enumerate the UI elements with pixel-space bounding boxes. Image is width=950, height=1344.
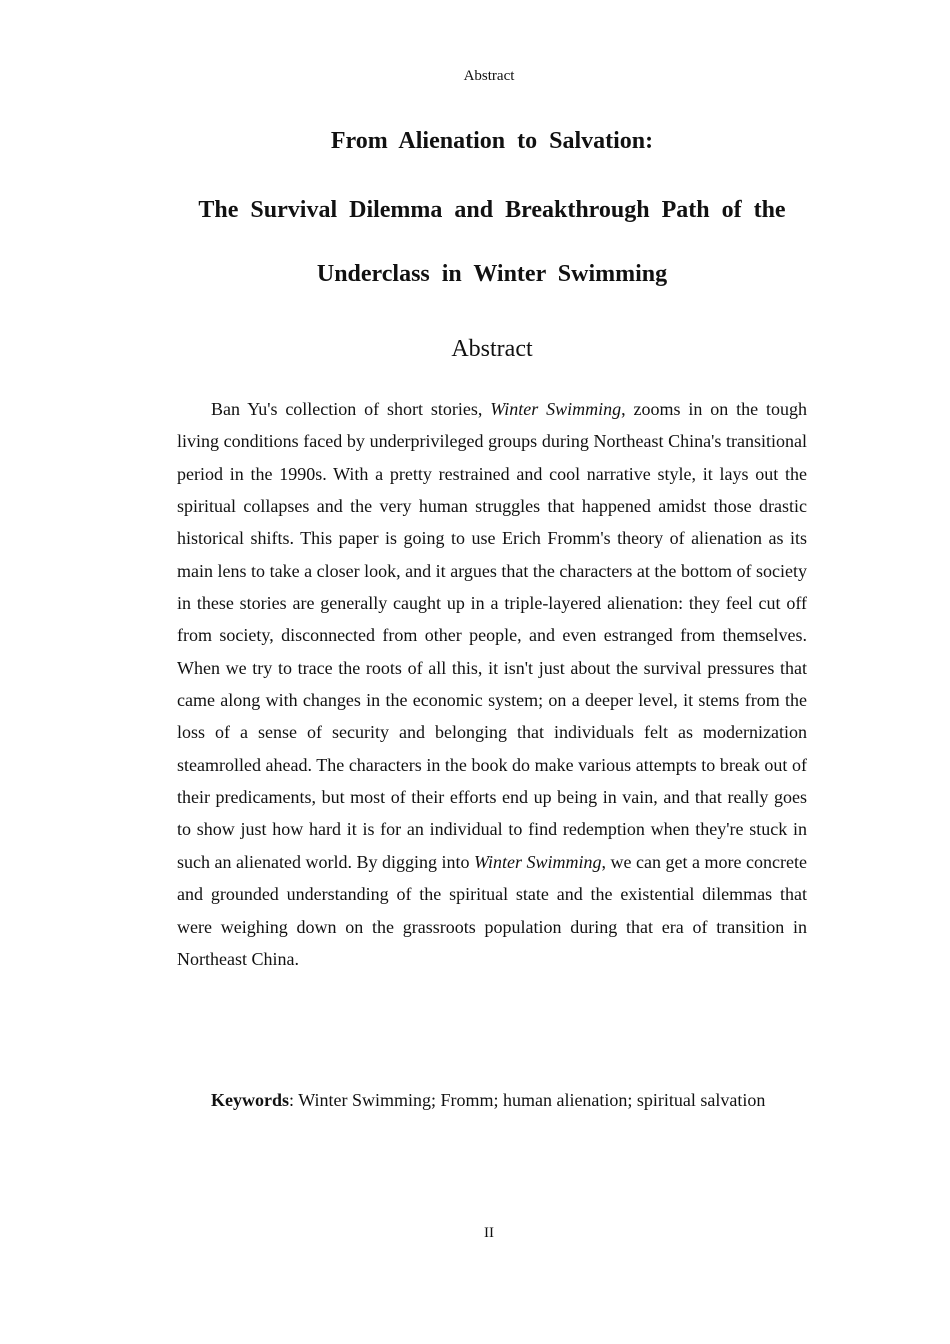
title-line-3: Underclass in Winter Swimming	[316, 261, 668, 287]
book-title: Winter Swimming	[490, 399, 622, 419]
abstract-paragraph	[177, 393, 807, 975]
title-block	[177, 122, 807, 288]
keywords-list: Winter Swimming; Fromm; human alienation; spiritual salvation	[298, 1090, 766, 1110]
abstract-heading: Abstract	[451, 336, 533, 362]
page-number: II	[484, 1225, 494, 1241]
keywords-separator: :	[289, 1090, 299, 1110]
abstract-text-part-2: , zooms in on the tough living conditions faced by underprivileged groups during Northeast China's transitional period in the 1990s. With a pretty restrained and cool narrative style, it lays out the spiritual collapses and the very human struggles that happened amidst those drastic historical shifts. This paper is going to use Erich Fromm's theory of alienation as its main lens to take a closer look, and it argues that the characters at the bottom of society in these stories are generally caught up in a triple-layered alienation: they feel cut off from society, disconnected from other people, and even estranged from themselves. When we try to trace the roots of all this, it isn't just about the survival pressures that came along with changes in the economic system; on a deeper level, it stems from the loss of a sense of security and belonging that individuals felt as modernization steamrolled ahead. The characters in the book do make various attempts to break out of their predicaments, but most of their efforts end up being in vain, and that really goes to show just how hard it is for an individual to find redemption when they're stuck in such an alienated world. By digging into	[177, 399, 807, 872]
title-line-1: From Alienation to Salvation:	[330, 128, 654, 154]
abstract-text-part-1: Ban Yu's collection of short stories,	[211, 399, 491, 419]
title-line-2: The Survival Dilemma and Breakthrough Path of the	[198, 197, 786, 223]
abstract-text-part-3: , we can get a more concrete and grounded understanding of the spiritual state and the existential dilemmas that were weighing down on the grassroots population during that era of transition in Northeast China.	[177, 851, 807, 969]
keywords-label: Keywords	[211, 1090, 289, 1110]
running-header: Abstract	[463, 68, 515, 84]
book-title: Winter Swimming	[474, 851, 602, 872]
keywords-line	[177, 1084, 807, 1116]
